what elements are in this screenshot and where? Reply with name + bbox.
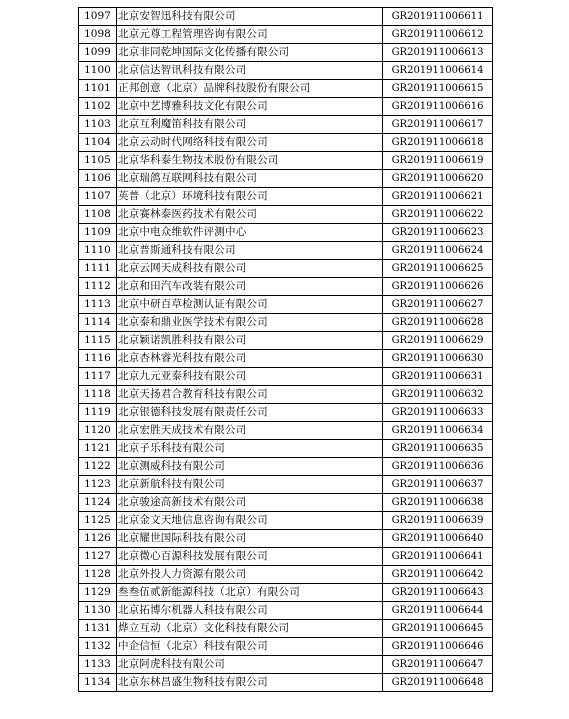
table-row [79, 476, 493, 494]
table-row [79, 566, 493, 584]
certificate-code-cell: GR201911006629 [383, 332, 493, 350]
company-name-cell: 北京颖诺凯胜科技有限公司 [117, 332, 383, 350]
row-number-cell: 1125 [79, 512, 117, 530]
row-number-cell: 1097 [79, 8, 117, 26]
certificate-code-cell: GR201911006616 [383, 98, 493, 116]
company-name-cell: 中企信恒（北京）科技有限公司 [117, 638, 383, 656]
table-row [79, 530, 493, 548]
row-number-cell: 1107 [79, 188, 117, 206]
row-number-cell: 1109 [79, 224, 117, 242]
row-number-cell: 1122 [79, 458, 117, 476]
table-row [79, 26, 493, 44]
company-name-cell: 北京中艺博雅科技文化有限公司 [117, 98, 383, 116]
row-number-cell: 1134 [79, 674, 117, 692]
row-number-cell: 1120 [79, 422, 117, 440]
certificate-code-cell: GR201911006632 [383, 386, 493, 404]
table-row [79, 386, 493, 404]
company-name-cell: 北京银德科技发展有限责任公司 [117, 404, 383, 422]
company-name-cell: 北京耀世国际科技有限公司 [117, 530, 383, 548]
row-number-cell: 1115 [79, 332, 117, 350]
company-name-cell: 北京云网天成科技有限公司 [117, 260, 383, 278]
company-name-cell: 北京拓博尔机器人科技有限公司 [117, 602, 383, 620]
company-name-cell: 北京阿虎科技有限公司 [117, 656, 383, 674]
row-number-cell: 1111 [79, 260, 117, 278]
company-name-cell: 北京杏林睿光科技有限公司 [117, 350, 383, 368]
row-number-cell: 1112 [79, 278, 117, 296]
row-number-cell: 1121 [79, 440, 117, 458]
row-number-cell: 1103 [79, 116, 117, 134]
row-number-cell: 1100 [79, 62, 117, 80]
table-row [79, 62, 493, 80]
company-name-cell: 北京宏胜天成技术有限公司 [117, 422, 383, 440]
certificate-code-cell: GR201911006625 [383, 260, 493, 278]
row-number-cell: 1105 [79, 152, 117, 170]
table-row [79, 296, 493, 314]
certificate-code-cell: GR201911006614 [383, 62, 493, 80]
table-row [79, 494, 493, 512]
row-number-cell: 1102 [79, 98, 117, 116]
company-name-cell: 正邦创意（北京）品牌科技股份有限公司 [117, 80, 383, 98]
table-row [79, 674, 493, 692]
certificate-code-cell: GR201911006613 [383, 44, 493, 62]
row-number-cell: 1133 [79, 656, 117, 674]
company-name-cell: 北京骏途高新技术有限公司 [117, 494, 383, 512]
table-row [79, 656, 493, 674]
table-row [79, 242, 493, 260]
certificate-code-cell: GR201911006636 [383, 458, 493, 476]
certificate-code-cell: GR201911006631 [383, 368, 493, 386]
row-number-cell: 1114 [79, 314, 117, 332]
row-number-cell: 1118 [79, 386, 117, 404]
company-name-cell: 北京测威科技有限公司 [117, 458, 383, 476]
table-row [79, 350, 493, 368]
company-name-cell: 北京赛林泰医药技术有限公司 [117, 206, 383, 224]
company-name-cell: 北京普斯通科技有限公司 [117, 242, 383, 260]
certificate-code-cell: GR201911006648 [383, 674, 493, 692]
row-number-cell: 1124 [79, 494, 117, 512]
company-name-cell: 北京和田汽车改装有限公司 [117, 278, 383, 296]
certificate-code-cell: GR201911006642 [383, 566, 493, 584]
table-row [79, 260, 493, 278]
table-body [79, 8, 493, 692]
table-row [79, 620, 493, 638]
table-row [79, 548, 493, 566]
certificate-code-cell: GR201911006634 [383, 422, 493, 440]
certificate-code-cell: GR201911006617 [383, 116, 493, 134]
table-row [79, 8, 493, 26]
row-number-cell: 1108 [79, 206, 117, 224]
certificate-code-cell: GR201911006626 [383, 278, 493, 296]
certificate-code-cell: GR201911006644 [383, 602, 493, 620]
company-name-cell: 北京子乐科技有限公司 [117, 440, 383, 458]
company-name-cell: 烨立互动（北京）文化科技有限公司 [117, 620, 383, 638]
table-row [79, 584, 493, 602]
certificate-code-cell: GR201911006638 [383, 494, 493, 512]
certificate-code-cell: GR201911006621 [383, 188, 493, 206]
table-row [79, 602, 493, 620]
certificate-code-cell: GR201911006618 [383, 134, 493, 152]
row-number-cell: 1128 [79, 566, 117, 584]
certificate-code-cell: GR201911006620 [383, 170, 493, 188]
company-name-cell: 英普（北京）环境科技有限公司 [117, 188, 383, 206]
company-name-cell: 北京非同乾坤国际文化传播有限公司 [117, 44, 383, 62]
row-number-cell: 1130 [79, 602, 117, 620]
certificate-code-cell: GR201911006627 [383, 296, 493, 314]
certificate-code-cell: GR201911006641 [383, 548, 493, 566]
company-name-cell: 北京微心百源科技发展有限公司 [117, 548, 383, 566]
certificate-code-cell: GR201911006622 [383, 206, 493, 224]
table-row [79, 134, 493, 152]
certificate-code-cell: GR201911006611 [383, 8, 493, 26]
certificate-code-cell: GR201911006647 [383, 656, 493, 674]
table-row [79, 116, 493, 134]
table-row [79, 152, 493, 170]
row-number-cell: 1127 [79, 548, 117, 566]
company-name-cell: 北京元尊工程管理咨询有限公司 [117, 26, 383, 44]
certificate-code-cell: GR201911006623 [383, 224, 493, 242]
company-name-cell: 北京九元亚泰科技有限公司 [117, 368, 383, 386]
row-number-cell: 1129 [79, 584, 117, 602]
table-row [79, 638, 493, 656]
certificate-code-cell: GR201911006635 [383, 440, 493, 458]
company-name-cell: 北京华科泰生物技术股份有限公司 [117, 152, 383, 170]
company-name-cell: 北京中研百草检测认证有限公司 [117, 296, 383, 314]
row-number-cell: 1119 [79, 404, 117, 422]
certificate-code-cell: GR201911006630 [383, 350, 493, 368]
company-name-cell: 北京天扬君合教育科技有限公司 [117, 386, 383, 404]
table-row [79, 314, 493, 332]
row-number-cell: 1126 [79, 530, 117, 548]
company-name-cell: 北京互利魔笛科技有限公司 [117, 116, 383, 134]
table-row [79, 332, 493, 350]
row-number-cell: 1113 [79, 296, 117, 314]
table-row [79, 422, 493, 440]
row-number-cell: 1099 [79, 44, 117, 62]
table-row [79, 80, 493, 98]
company-name-cell: 北京安智迅科技有限公司 [117, 8, 383, 26]
row-number-cell: 1101 [79, 80, 117, 98]
company-name-cell: 北京瑞鸽互联网科技有限公司 [117, 170, 383, 188]
certificate-code-cell: GR201911006612 [383, 26, 493, 44]
certificate-code-cell: GR201911006646 [383, 638, 493, 656]
table-row [79, 44, 493, 62]
certificate-code-cell: GR201911006633 [383, 404, 493, 422]
table-row [79, 170, 493, 188]
company-name-cell: 北京云动时代网络科技有限公司 [117, 134, 383, 152]
table-row [79, 512, 493, 530]
company-name-cell: 北京外投人力资源有限公司 [117, 566, 383, 584]
certificate-code-cell: GR201911006619 [383, 152, 493, 170]
company-name-cell: 北京泰和鼎业医学技术有限公司 [117, 314, 383, 332]
row-number-cell: 1104 [79, 134, 117, 152]
row-number-cell: 1123 [79, 476, 117, 494]
certificate-code-cell: GR201911006637 [383, 476, 493, 494]
table-row [79, 440, 493, 458]
row-number-cell: 1132 [79, 638, 117, 656]
table-row [79, 278, 493, 296]
row-number-cell: 1131 [79, 620, 117, 638]
row-number-cell: 1116 [79, 350, 117, 368]
table-row [79, 458, 493, 476]
certificate-code-cell: GR201911006639 [383, 512, 493, 530]
row-number-cell: 1110 [79, 242, 117, 260]
certificate-code-cell: GR201911006628 [383, 314, 493, 332]
company-name-cell: 叁叁伍贰新能源科技（北京）有限公司 [117, 584, 383, 602]
certificate-code-cell: GR201911006640 [383, 530, 493, 548]
table-row [79, 368, 493, 386]
company-name-cell: 北京新航科技有限公司 [117, 476, 383, 494]
table-row [79, 224, 493, 242]
table-row [79, 404, 493, 422]
table-row [79, 206, 493, 224]
row-number-cell: 1098 [79, 26, 117, 44]
certificate-code-cell: GR201911006615 [383, 80, 493, 98]
certificate-code-cell: GR201911006645 [383, 620, 493, 638]
company-name-cell: 北京信达智讯科技有限公司 [117, 62, 383, 80]
company-name-cell: 北京金文天地信息咨询有限公司 [117, 512, 383, 530]
company-name-cell: 北京东林昌盛生物科技有限公司 [117, 674, 383, 692]
certificate-code-cell: GR201911006624 [383, 242, 493, 260]
row-number-cell: 1106 [79, 170, 117, 188]
table-row [79, 188, 493, 206]
company-name-cell: 北京中电众维软件评测中心 [117, 224, 383, 242]
certificate-code-cell: GR201911006643 [383, 584, 493, 602]
row-number-cell: 1117 [79, 368, 117, 386]
table-row [79, 98, 493, 116]
company-table [78, 7, 493, 692]
